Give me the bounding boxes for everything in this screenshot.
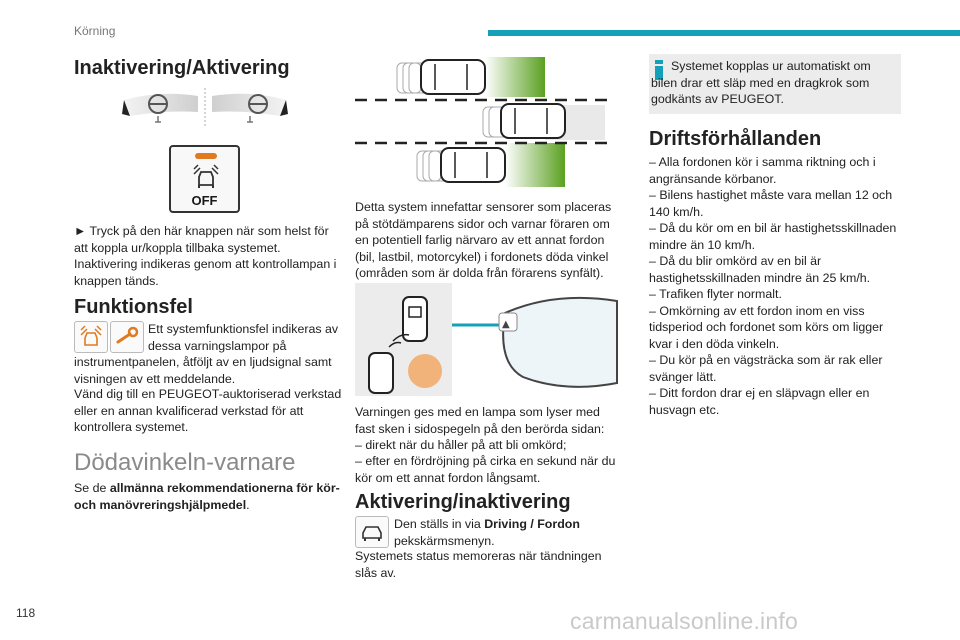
watermark: carmanualsonline.info <box>570 608 798 634</box>
para-status: Systemets status memoreras när tändningen slås av. <box>355 549 602 580</box>
info-note-text: Systemet kopplas ur automatiskt om bilen drar ett släp med en dragkrok som godkänts av PEUGEOT. <box>651 59 871 106</box>
menu-path: Driving / Fordon <box>484 517 580 531</box>
list-item: – Då du blir omkörd av en bil är hastighetsskillnaden mindre än 25 km/h. <box>649 254 871 285</box>
page-number: 118 <box>16 606 36 620</box>
para-fel-3: Vänd dig till en PEUGEOT-auktoriserad verkstad eller en annan kvalificerad verkstad för att kontrollera systemet. <box>74 387 342 434</box>
list-item-varning-2: – efter en fördröjning på cirka en sekund när du kör om ett annat fordon långsamt. <box>355 454 616 485</box>
indicator-lamp <box>195 153 217 159</box>
drift-list <box>649 154 905 418</box>
para-varning: Varningen ges med en lampa som lyser med fast sken i sidospegeln på den berörda sidan: <box>355 405 605 436</box>
list-item: – Alla fordonen kör i samma riktning och i angränsande körbanor. <box>649 155 876 186</box>
info-note <box>649 54 901 114</box>
link-rekommendationer: allmänna rekommendationerna för kör- och manövreringshjälpmedel <box>74 481 340 512</box>
blind-spot-off-button <box>169 145 240 213</box>
blind-spot-car-icon <box>191 163 221 191</box>
list-item: – Du kör på en vägsträcka som är rak eller svänger lätt. <box>649 353 883 384</box>
section-header: Körning <box>74 24 116 38</box>
list-item: – Trafiken flyter normalt. <box>649 287 782 301</box>
mirror-warning-illustration <box>355 283 619 396</box>
warning-lamp-blind-spot <box>74 321 108 353</box>
list-item-varning-1: – direkt när du håller på att bli omkörd; <box>355 438 567 452</box>
warning-lamp-service <box>110 321 144 353</box>
heading-aktivering: Aktivering/inaktivering <box>355 491 571 513</box>
off-label: OFF <box>191 193 218 208</box>
heading-inaktivering: Inaktivering/Aktivering <box>74 57 290 79</box>
para-system: Detta system innefattar sensorer som placeras på stötdämparens sidor och varnar föraren om en potentiell farlig närvaro av ett annat fordon (bil, lastbil, motorcykel) i fordonets döda vinkel (områden som är dolda från förarens synfält). <box>355 200 612 280</box>
wrench-icon <box>111 322 143 352</box>
mirror-steering-illustration <box>120 86 290 132</box>
header-accent-bar <box>488 30 960 36</box>
para-fel-2: instrumentpanelen, åtföljt av en ljudsignal samt visningen av ett meddelande. <box>74 355 332 386</box>
para-fel-1: Ett systemfunktionsfel indikeras av dessa varningslampor på <box>148 322 339 353</box>
para-inaktivering: Inaktivering indikeras genom att kontrollampan i knappen tänds. <box>74 257 337 288</box>
heading-funktionsfel: Funktionsfel <box>74 296 193 318</box>
heading-drift: Driftsförhållanden <box>649 128 822 150</box>
list-item: – Bilens hastighet måste vara mellan 12 och 140 km/h. <box>649 188 893 219</box>
car-warning-icon <box>75 322 107 352</box>
mirror-scene <box>355 283 619 396</box>
car-menu-icon <box>356 517 388 547</box>
driving-menu-icon-box <box>355 516 389 548</box>
para-tryck: ► Tryck på den här knappen när som helst för att koppla ur/koppla tillbaka systemet. <box>74 224 329 255</box>
svg-text:▲: ▲ <box>502 319 510 330</box>
para-se-rekommendationer: Se de allmänna rekommendationerna för kör- och manövreringshjälpmedel. <box>74 481 340 512</box>
list-item: – Ditt fordon drar ej en släpvagn eller en husvagn etc. <box>649 386 870 417</box>
list-item: – Då du kör om en bil är hastighetsskillnaden mindre än 10 km/h. <box>649 221 897 252</box>
para-aktivering: Den ställs in via Driving / Fordon pekskärmsmenyn. <box>394 517 580 548</box>
heading-dodavinkel: Dödavinkeln-varnare <box>74 449 296 476</box>
list-item: – Omkörning av ett fordon inom en viss tidsperiod och fordonet som körs om ligger kvar i den döda vinkeln. <box>649 303 884 351</box>
blind-spot-lanes-illustration <box>355 55 615 190</box>
